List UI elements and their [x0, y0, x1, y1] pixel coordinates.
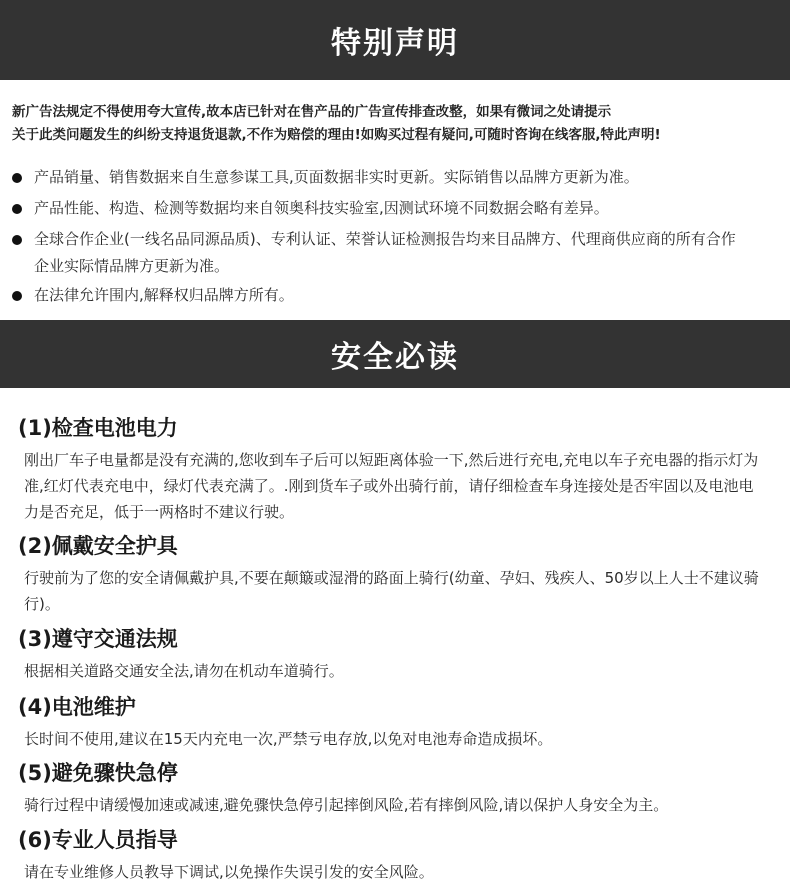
section-body: 请在专业维修人员教导下调试,以免操作失误引发的安全风险。	[24, 863, 434, 881]
notice-bullet-item	[10, 164, 780, 191]
safety-section-battery-maintenance	[18, 692, 780, 752]
section-heading: (1)检查电池电力	[18, 416, 178, 440]
section-body: 行驶前为了您的安全请佩戴护具,不要在颠簸或湿滑的路面上骑行(幼童、孕妇、残疾人、50岁以上人士不建议骑行)。	[24, 569, 759, 613]
section-heading: (5)避免骤快急停	[18, 761, 178, 785]
notice-bullet-text: 产品性能、构造、检测等数据均来自领奥科技实验室,因测试环境不同数据会略有差异。	[34, 199, 609, 217]
notice-title: 特别声明	[331, 26, 459, 61]
section-body: 刚出厂车子电量都是没有充满的,您收到车子后可以短距离体验一下,然后进行充电,充电以车子充电器的指示灯为准,红灯代表充电中，绿灯代表充满了。.刚到货车子或外出骑行前，请仔细检查车身连接处是否牢固以及电池电力是否充足，低于一两格时不建议行驶。	[24, 451, 759, 521]
notice-bullet-text: 产品销量、销售数据来自生意参谋工具,页面数据非实时更新。实际销售以品牌方更新为准。	[34, 168, 639, 186]
notice-bullet-text: 全球合作企业(一线名品同源品质)、专利认证、荣誉认证检测报告均来目品牌方、代理商供应商的所有合作企业实际情品牌方更新为准。	[34, 230, 736, 275]
section-body: 根据相关道路交通安全法,请勿在机动车道骑行。	[24, 662, 344, 680]
bullet-dot-icon	[12, 291, 22, 301]
safety-section-avoid-sudden-stops	[18, 758, 780, 818]
section-body: 骑行过程中请缓慢加速或减速,避免骤快急停引起摔倒风险,若有摔倒风险,请以保护人身安全为主。	[24, 796, 669, 814]
safety-section-traffic-rules	[18, 624, 780, 684]
safety-title-banner	[0, 320, 790, 388]
section-heading: (4)电池维护	[18, 695, 136, 719]
notice-bullet-item	[10, 226, 744, 280]
bullet-dot-icon	[12, 204, 22, 214]
notice-bullet-list	[10, 164, 780, 313]
notice-intro-line-1: 新广告法规定不得使用夸大宣传,故本店已针对在售产品的广告宣传排查改整，如果有微词之处请提示	[12, 104, 612, 120]
notice-bullet-item	[10, 282, 780, 309]
safety-title: 安全必读	[331, 340, 459, 375]
section-heading: (6)专业人员指导	[18, 828, 178, 852]
notice-bullet-text: 在法律允许围内,解释权归品牌方所有。	[34, 286, 294, 304]
safety-section-protective-gear	[18, 531, 780, 617]
bullet-dot-icon	[12, 235, 22, 245]
notice-bullet-item	[10, 195, 780, 222]
section-heading: (3)遵守交通法规	[18, 627, 178, 651]
notice-intro	[12, 101, 788, 147]
safety-section-battery-check	[18, 413, 780, 525]
notice-title-banner	[0, 0, 790, 80]
bullet-dot-icon	[12, 173, 22, 183]
safety-section-professional-guidance	[18, 825, 780, 885]
section-heading: (2)佩戴安全护具	[18, 534, 178, 558]
section-body: 长时间不使用,建议在15天内充电一次,严禁亏电存放,以免对电池寿命造成损坏。	[24, 730, 553, 748]
notice-intro-line-2: 关于此类问题发生的纠纷支持退货退款,不作为赔偿的理由!如购买过程有疑问,可随时咨询在线客服,特此声明!	[12, 127, 661, 143]
